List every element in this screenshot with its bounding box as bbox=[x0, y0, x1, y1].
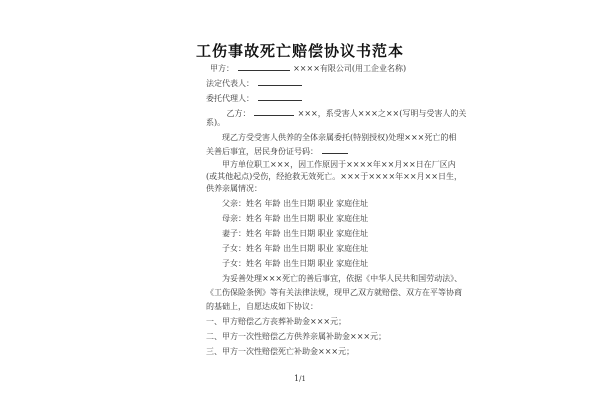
relative-label: 子女： bbox=[222, 259, 246, 268]
relative-fields: 姓名 年龄 出生日期 职业 家庭住址 bbox=[246, 214, 369, 223]
paragraph3-line1: 为妥善处理×××死亡的善后事宜，依据《中华人民共和国劳动法》、 bbox=[222, 274, 463, 283]
relative-fields: 姓名 年龄 出生日期 职业 家庭住址 bbox=[246, 259, 369, 268]
party-b-blank bbox=[254, 107, 294, 116]
page-number bbox=[0, 374, 600, 383]
id-number-blank bbox=[322, 145, 348, 154]
relative-fields: 姓名 年龄 出生日期 职业 家庭住址 bbox=[246, 244, 369, 253]
agent-label: 委托代理人： bbox=[206, 94, 254, 103]
document-title: 工伤事故死亡赔偿协议书范本 bbox=[195, 42, 404, 60]
clause-item: 一、甲方赔偿乙方丧葬补助金×××元； bbox=[206, 317, 347, 326]
agent-blank bbox=[258, 92, 302, 101]
legal-rep-line bbox=[206, 77, 303, 89]
party-a-value: ××××有限公司(用工企业名称) bbox=[293, 64, 407, 73]
paragraph2-line3: 供养亲属情况： bbox=[206, 184, 262, 193]
relative-item bbox=[222, 214, 368, 224]
party-b-value: ×××，系受害人×××之××(写明与受害人的关 bbox=[297, 109, 467, 118]
relative-label: 母亲： bbox=[222, 214, 246, 223]
legal-rep-label: 法定代表人： bbox=[206, 79, 254, 88]
relative-fields: 姓名 年龄 出生日期 职业 家庭住址 bbox=[246, 229, 369, 238]
party-b-label: 乙方： bbox=[226, 109, 251, 118]
paragraph2-line1: 甲方单位职工×××，因工作原因于××××年××月××日在厂区内 bbox=[222, 160, 456, 169]
paragraph1-line1: 现乙方受受害人供养的全体亲属委托(特别授权)处理×××死亡的相 bbox=[222, 133, 457, 142]
page-total: 1 bbox=[301, 375, 306, 383]
legal-rep-blank bbox=[258, 77, 302, 86]
agent-line bbox=[206, 92, 303, 104]
party-b-line bbox=[206, 107, 466, 119]
relative-label: 妻子： bbox=[222, 229, 246, 238]
paragraph3-line3: 的基础上，自愿达成如下协议： bbox=[206, 302, 318, 311]
party-a-line bbox=[210, 62, 406, 74]
relative-item bbox=[222, 229, 368, 239]
clause-item: 三、甲方一次性赔偿死亡补助金×××元； bbox=[206, 347, 355, 356]
party-a-blank bbox=[238, 62, 290, 71]
clause-item: 二、甲方一次性赔偿乙方供养亲属补助金×××元； bbox=[206, 332, 387, 341]
relative-fields: 姓名 年龄 出生日期 职业 家庭住址 bbox=[246, 199, 369, 208]
paragraph1-line2 bbox=[206, 145, 349, 157]
page-current: 1 bbox=[294, 374, 300, 383]
page-separator: / bbox=[299, 375, 302, 383]
relative-item bbox=[222, 244, 368, 254]
party-a-label: 甲方： bbox=[210, 64, 234, 73]
relative-item bbox=[222, 259, 368, 269]
paragraph3-line2: 《工伤保险条例》等有关法律法规，现甲乙双方就赔偿、双方在平等协商 bbox=[206, 288, 462, 297]
relative-label: 子女： bbox=[222, 244, 246, 253]
relative-item bbox=[222, 199, 368, 209]
paragraph1-line2-text: 关善后事宜，居民身份证号码： bbox=[206, 147, 318, 156]
party-b-line-cont: 系)。 bbox=[206, 118, 226, 127]
relative-label: 父亲： bbox=[222, 199, 246, 208]
paragraph2-line2: (或其他起点)受伤，经抢救无效死亡。×××于××××年××月××日生， bbox=[206, 172, 462, 181]
